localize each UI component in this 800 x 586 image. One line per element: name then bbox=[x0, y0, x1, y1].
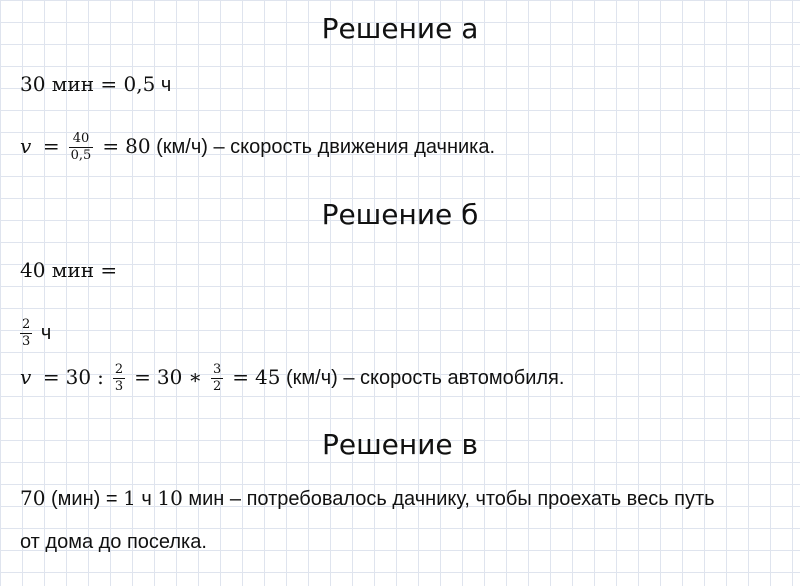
solution-a-line-1 bbox=[20, 70, 171, 99]
velocity-symbol: v bbox=[20, 134, 32, 158]
total-minutes: 70 bbox=[20, 486, 46, 510]
hours-value: 1 bbox=[123, 486, 136, 510]
solution-a-hours-unit: ч bbox=[155, 74, 172, 96]
equals-sign: = bbox=[134, 365, 151, 389]
solution-b-line-2 bbox=[20, 318, 51, 349]
solution-a-time-hours: 0,5 bbox=[123, 72, 156, 96]
hours-unit: ч bbox=[35, 321, 52, 344]
fraction-distance-over-time bbox=[69, 132, 94, 163]
velocity-symbol: v bbox=[20, 365, 32, 389]
result-value: 80 bbox=[125, 134, 151, 158]
equals-sign: = bbox=[42, 365, 60, 389]
fraction-numerator: 40 bbox=[69, 132, 94, 148]
result-description: (км/ч) – скорость движения дачника. bbox=[150, 136, 496, 158]
equals-sign: = bbox=[42, 134, 60, 158]
division-sign: : bbox=[97, 365, 104, 389]
fraction-numerator: 2 bbox=[114, 362, 124, 378]
solution-b-minutes: 40 мин = bbox=[20, 258, 118, 282]
heading-solution-c: Решение в bbox=[321, 428, 479, 461]
solution-c-line-1 bbox=[20, 484, 715, 513]
heading-solution-a: Решение а bbox=[321, 12, 479, 45]
equals-sign: = bbox=[102, 134, 120, 158]
solution-a-time-minutes: 30 мин = bbox=[20, 72, 124, 96]
fraction-numerator: 2 bbox=[22, 317, 31, 332]
fraction-denominator: 2 bbox=[212, 379, 222, 395]
solution-b-line-3 bbox=[20, 363, 564, 394]
fraction-three-halves bbox=[211, 363, 223, 394]
solution-a-line-2 bbox=[20, 132, 495, 163]
distance-value: 30 bbox=[156, 365, 183, 389]
heading-solution-b: Решение б bbox=[321, 198, 479, 231]
result-description: (км/ч) – скорость автомобиля. bbox=[280, 367, 565, 389]
multiplication-sign: ∗ bbox=[188, 365, 202, 389]
fraction-denominator: 0,5 bbox=[70, 148, 92, 164]
hours-unit: ч bbox=[135, 488, 158, 510]
answer-description: мин – потребовалось дачнику, чтобы проехать весь путь bbox=[182, 488, 715, 510]
fraction-denominator: 3 bbox=[114, 379, 124, 395]
result-value: 45 bbox=[254, 365, 281, 389]
answer-description-continued: от дома до поселка. bbox=[20, 531, 207, 553]
distance-value: 30 bbox=[65, 365, 92, 389]
fraction-two-thirds bbox=[113, 363, 125, 394]
fraction-denominator: 3 bbox=[22, 334, 31, 349]
fraction-two-thirds bbox=[20, 318, 32, 349]
solution-c-line-2 bbox=[20, 528, 207, 556]
equals-sign: = bbox=[232, 365, 249, 389]
minutes-equals: (мин) = bbox=[45, 488, 124, 510]
minutes-value: 10 bbox=[157, 486, 183, 510]
solution-b-line-1 bbox=[20, 256, 117, 285]
fraction-numerator: 3 bbox=[212, 362, 222, 378]
